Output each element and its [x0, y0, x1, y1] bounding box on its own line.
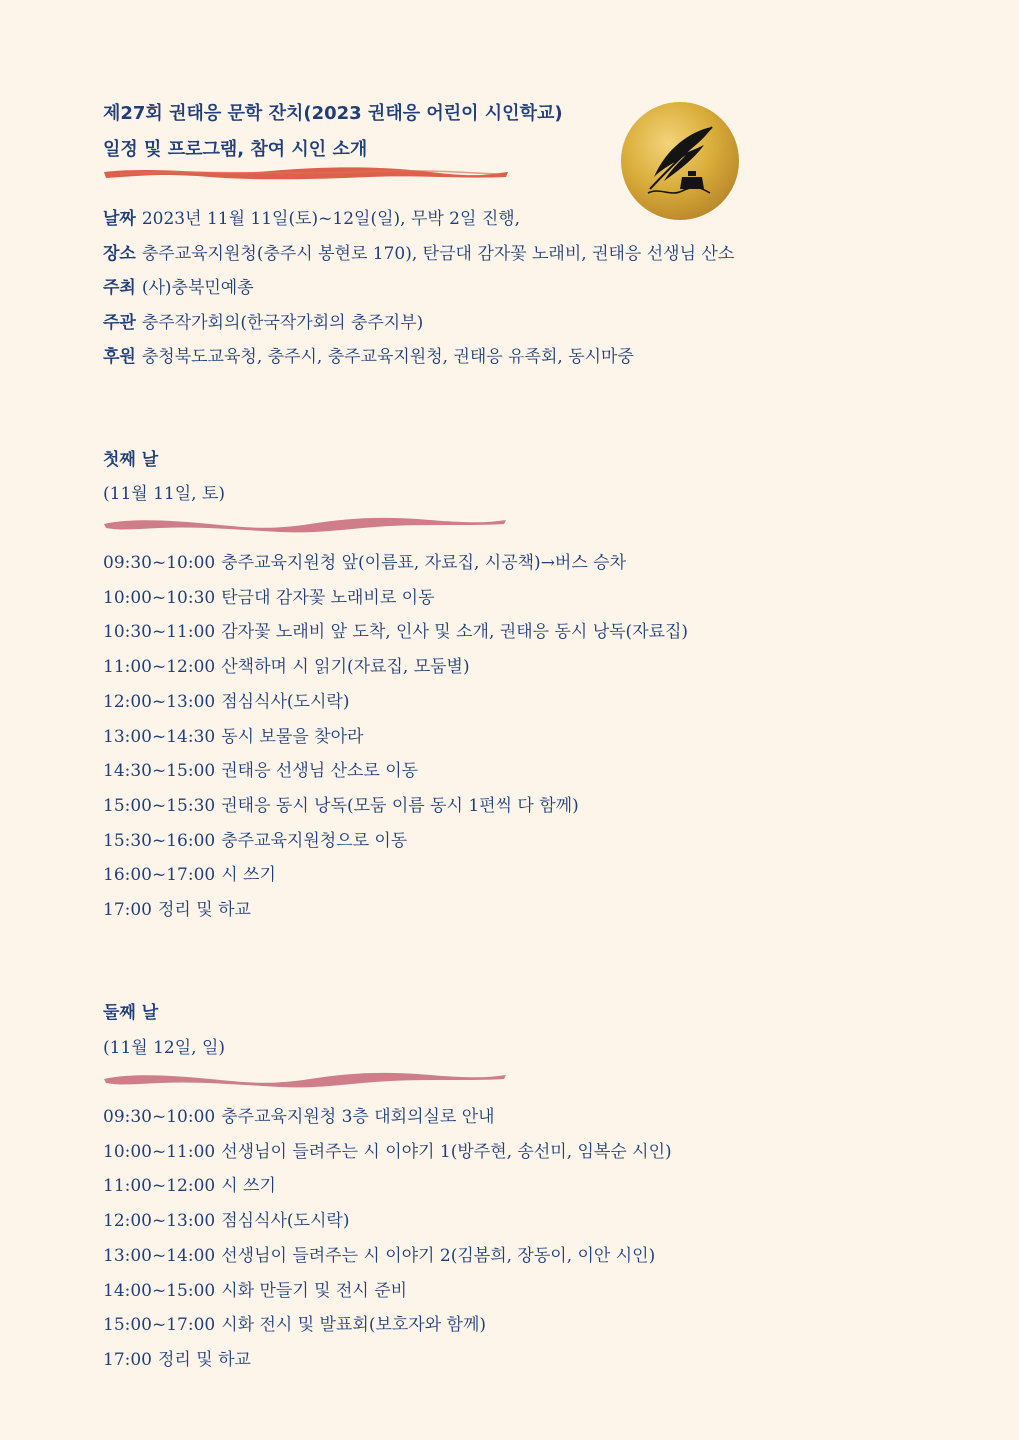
schedule-time: 12:00~13:00 — [103, 691, 216, 712]
list-item — [103, 789, 688, 824]
schedule-desc: 권태응 선생님 산소로 이동 — [221, 761, 419, 782]
list-item — [103, 650, 688, 685]
schedule-desc: 정리 및 하교 — [158, 1349, 251, 1370]
title-brush-underline — [100, 160, 512, 186]
day1-heading: 첫째 날 — [103, 450, 159, 470]
schedule-time: 11:00~12:00 — [103, 657, 216, 678]
list-item — [103, 1343, 672, 1378]
schedule-desc: 산책하며 시 읽기(자료집, 모둠별) — [221, 657, 470, 678]
info-row-date — [103, 202, 734, 237]
list-item — [103, 685, 688, 720]
info-row-sponsor — [103, 340, 734, 375]
title-line-2: 일정 및 프로그램, 참여 시인 소개 — [103, 139, 368, 160]
day1-schedule — [103, 546, 688, 928]
schedule-desc: 점심식사(도시락) — [221, 691, 350, 712]
schedule-desc: 감자꽃 노래비 앞 도착, 인사 및 소개, 권태응 동시 낭독(자료집) — [221, 622, 689, 643]
info-row-host — [103, 271, 734, 306]
schedule-time: 15:00~15:30 — [103, 795, 216, 816]
day2-date: (11월 12일, 일) — [103, 1038, 226, 1058]
schedule-time: 17:00 — [103, 900, 152, 921]
schedule-desc: 충주교육지원청 앞(이름표, 자료집, 시공책)→버스 승차 — [221, 553, 627, 573]
day2-schedule — [103, 1100, 672, 1378]
document-title — [103, 96, 563, 168]
list-item — [103, 1204, 672, 1239]
list-item — [103, 720, 688, 755]
list-item — [103, 1274, 672, 1309]
list-item — [103, 824, 688, 859]
list-item — [103, 546, 688, 581]
list-item — [103, 754, 688, 789]
schedule-desc: 시화 만들기 및 전시 준비 — [221, 1280, 408, 1301]
schedule-time: 14:00~15:00 — [103, 1280, 216, 1301]
schedule-time: 09:30~10:00 — [103, 1107, 216, 1127]
schedule-desc: 동시 보물을 찾아라 — [221, 726, 364, 747]
schedule-time: 10:30~11:00 — [103, 622, 216, 643]
day2-brush-underline — [100, 1067, 510, 1091]
info-row-venue — [103, 237, 734, 272]
title-line-1: 제27회 권태응 문학 잔치(2023 권태응 어린이 시인학교) — [103, 103, 563, 124]
info-label: 주관 — [103, 312, 136, 333]
day1-brush-underline — [100, 512, 510, 536]
info-value: 2023년 11월 11일(토)~12일(일), 무박 2일 진행, — [141, 209, 521, 229]
schedule-time: 13:00~14:00 — [103, 1245, 216, 1266]
day2-heading: 둘째 날 — [103, 1003, 159, 1023]
info-value: 충청북도교육청, 충주시, 충주교육지원청, 권태응 유족회, 동시마중 — [141, 347, 634, 367]
schedule-time: 09:30~10:00 — [103, 553, 216, 573]
day1-date: (11월 11일, 토) — [103, 484, 226, 504]
schedule-time: 12:00~13:00 — [103, 1211, 216, 1232]
info-label: 날짜 — [103, 209, 136, 229]
schedule-desc: 충주교육지원청 3층 대회의실로 안내 — [221, 1107, 495, 1127]
schedule-desc: 탄금대 감자꽃 노래비로 이동 — [221, 587, 435, 608]
info-value: 충주작가회의(한국작가회의 충주지부) — [141, 312, 424, 333]
list-item — [103, 1239, 672, 1274]
schedule-desc: 선생님이 들려주는 시 이야기 1(방주현, 송선미, 임복순 시인) — [221, 1141, 672, 1162]
schedule-desc: 선생님이 들려주는 시 이야기 2(김봄희, 장동이, 이안 시인) — [221, 1245, 656, 1266]
schedule-desc: 권태응 동시 낭독(모둠 이름 동시 1편씩 다 함께) — [221, 795, 579, 816]
schedule-desc: 시 쓰기 — [221, 1176, 276, 1197]
schedule-time: 17:00 — [103, 1349, 152, 1370]
list-item — [103, 893, 688, 928]
list-item — [103, 858, 688, 893]
schedule-time: 16:00~17:00 — [103, 865, 216, 886]
list-item — [103, 1308, 672, 1343]
schedule-desc: 시 쓰기 — [221, 865, 276, 886]
schedule-time: 15:00~17:00 — [103, 1315, 216, 1336]
list-item — [103, 615, 688, 650]
info-row-organizer — [103, 306, 734, 341]
info-value: 충주교육지원청(충주시 봉현로 170), 탄금대 감자꽃 노래비, 권태응 선생님 산소 — [141, 243, 735, 264]
event-info — [103, 202, 734, 375]
schedule-time: 13:00~14:30 — [103, 726, 216, 747]
info-label: 주최 — [103, 278, 136, 298]
schedule-time: 10:00~10:30 — [103, 587, 216, 608]
list-item — [103, 1169, 672, 1204]
list-item — [103, 1135, 672, 1170]
info-value: (사)충북민예총 — [141, 278, 254, 298]
schedule-desc: 충주교육지원청으로 이동 — [221, 830, 408, 851]
schedule-time: 11:00~12:00 — [103, 1176, 216, 1197]
info-label: 후원 — [103, 347, 136, 367]
schedule-desc: 점심식사(도시락) — [221, 1211, 350, 1232]
schedule-time: 10:00~11:00 — [103, 1141, 216, 1162]
list-item — [103, 1100, 672, 1135]
schedule-time: 15:30~16:00 — [103, 830, 216, 851]
list-item — [103, 581, 688, 616]
schedule-desc: 시화 전시 및 발표회(보호자와 함께) — [221, 1315, 487, 1336]
schedule-time: 14:30~15:00 — [103, 761, 216, 782]
info-label: 장소 — [103, 243, 136, 264]
schedule-desc: 정리 및 하교 — [158, 900, 251, 921]
